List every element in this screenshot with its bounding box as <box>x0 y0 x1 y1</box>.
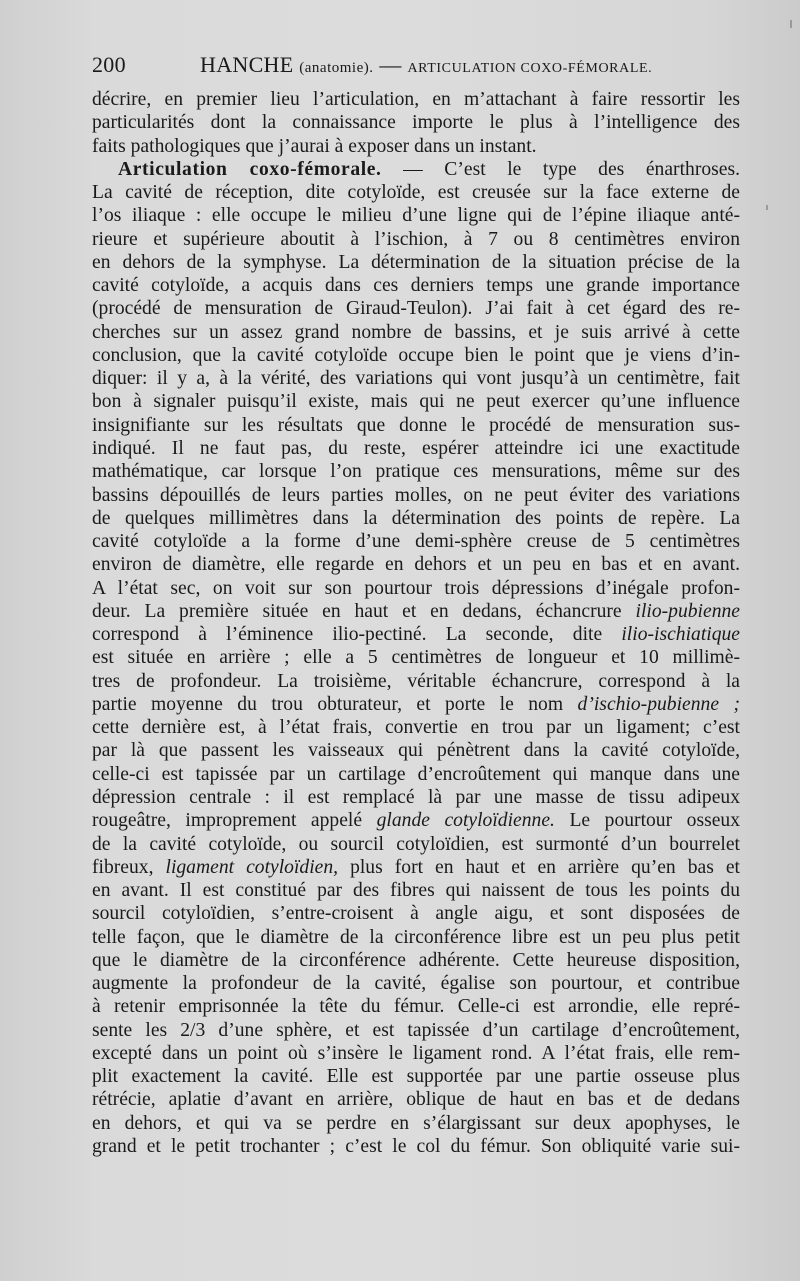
text-line: particularités dont la connaissance importe le plus à l’intelligence des <box>92 112 740 134</box>
text-line: (procédé de mensuration de Giraud-Teulon). J’ai fait à cet égard des re- <box>92 298 740 320</box>
body-text <box>92 88 740 1158</box>
text-line: bon à signaler puisqu’il existe, mais qui ne peut exercer qu’une influence <box>92 391 740 413</box>
text-line: indiqué. Il ne faut pas, du reste, espérer atteindre ici une exactitude <box>92 437 740 459</box>
section-heading: Articulation coxo-fémorale. <box>118 158 382 180</box>
text-line: cavité cotyloïde, a acquis dans ces derniers temps une grande importance <box>92 275 740 297</box>
text-line: telle façon, que le diamètre de la circonférence libre est un peu plus petit <box>92 926 740 948</box>
running-title <box>200 52 652 78</box>
title-paren: (anatomie). <box>299 60 374 76</box>
italic-term: ilio-pubienne <box>635 600 740 622</box>
text-line: augmente la profondeur de la cavité, égalise son pourtour, et contribue <box>92 973 740 995</box>
title-dash: — <box>379 52 402 77</box>
text-span: Le pourtour osseux <box>554 810 740 832</box>
page-speck <box>766 205 768 210</box>
italic-term: glande cotyloïdienne. <box>376 810 555 832</box>
title-section: ARTICULATION COXO-FÉMORALE. <box>407 61 653 76</box>
text-span: partie moyenne du trou obturateur, et porte le nom <box>92 693 578 715</box>
text-span: correspond à l’éminence ilio-pectiné. La seconde, dite <box>92 624 622 646</box>
text-line: sourcil cotyloïdien, s’entre-croisent à angle aigu, et sont disposées de <box>92 903 740 925</box>
text-line: est située en arrière ; elle a 5 centimètres de longueur et 10 millimè- <box>92 647 740 669</box>
italic-term: ilio-ischiatique <box>621 624 740 646</box>
text-line: de la cavité cotyloïde, ou sourcil cotyloïdien, est surmonté d’un bourrelet <box>92 833 740 855</box>
text-line: cette dernière est, à l’état frais, convertie en trou par un ligament; c’est <box>92 717 740 739</box>
section-heading-line <box>92 158 740 181</box>
text-span: fibreux, <box>92 856 166 878</box>
text-line: bassins dépouillés de leurs parties molles, on ne peut éviter des variations <box>92 484 740 506</box>
text-span: rougeâtre, improprement appelé <box>92 810 377 832</box>
italic-term: d’ischio-pubienne ; <box>577 693 740 715</box>
text-line: tres de profondeur. La troisième, véritable échancrure, correspond à la <box>92 670 740 692</box>
text-line: de quelques millimètres dans la détermination des points de repère. La <box>92 507 740 529</box>
text-line: que le diamètre de la circonférence adhérente. Cette heureuse disposition, <box>92 949 740 971</box>
text-line: cavité cotyloïde a la forme d’une demi-sphère creuse de 5 centimètres <box>92 531 740 553</box>
text-line <box>92 809 740 832</box>
text-line: dépression centrale : il est remplacé là par une masse de tissu adipeux <box>92 786 740 808</box>
text-line: à retenir emprisonnée la tête du fémur. Celle-ci est arrondie, elle repré- <box>92 996 740 1018</box>
text-line: cherches sur un assez grand nombre de bassins, et je suis arrivé à cette <box>92 321 740 343</box>
text-line: A l’état sec, on voit sur son pourtour trois dépressions d’inégale profon- <box>92 577 740 599</box>
section-heading-rest: — C’est le type des énarthroses. <box>381 158 740 180</box>
title-main: HANCHE <box>200 52 294 77</box>
text-line: excepté dans un point où s’insère le ligament rond. A l’état frais, elle rem- <box>92 1042 740 1064</box>
text-line: l’os iliaque : elle occupe le milieu d’une ligne qui de l’épine iliaque anté- <box>92 205 740 227</box>
text-line <box>92 600 740 623</box>
text-line: plit exactement la cavité. Elle est supportée par une partie osseuse plus <box>92 1066 740 1088</box>
text-line: en avant. Il est constitué par des fibres qui naissent de tous les points du <box>92 880 740 902</box>
text-line: celle-ci est tapissée par un cartilage d’encroûtement qui manque dans une <box>92 763 740 785</box>
text-line: La cavité de réception, dite cotyloïde, est creusée sur la face externe de <box>92 182 740 204</box>
text-line: mathématique, car lorsque l’on pratique ces mensurations, même sur des <box>92 461 740 483</box>
text-line: en dehors, et qui va se perdre en s’élargissant sur deux apophyses, le <box>92 1112 740 1134</box>
text-line: sente les 2/3 d’une sphère, et est tapissée d’un cartilage d’encroûtement, <box>92 1019 740 1041</box>
text-span: deur. La première située en haut et en dedans, échancrure <box>92 600 636 622</box>
running-header <box>92 52 742 82</box>
text-span: plus fort en haut et en arrière qu’en bas et <box>338 856 740 878</box>
text-line: faits pathologiques que j’aurai à exposer dans un instant. <box>92 135 537 157</box>
text-line: diquer: il y a, à la vérité, des variations qui vont jusqu’à un centimètre, fait <box>92 368 740 390</box>
text-line <box>92 623 740 646</box>
text-line: rétrécie, aplatie d’avant en arrière, oblique de haut en bas et de dedans <box>92 1089 740 1111</box>
page-speck <box>790 20 792 28</box>
text-line: rieure et supérieure aboutit à l’ischion, à 7 ou 8 centimètres environ <box>92 228 740 250</box>
text-line: conclusion, que la cavité cotyloïde occupe bien le point que je viens d’in- <box>92 344 740 366</box>
text-line <box>92 856 740 879</box>
text-line <box>92 693 740 716</box>
page-number: 200 <box>92 52 126 77</box>
text-line: environ de diamètre, elle regarde en dehors et un peu en bas et en avant. <box>92 554 740 576</box>
italic-term: ligament cotyloïdien, <box>165 856 339 878</box>
text-line: décrire, en premier lieu l’articulation, en m’attachant à faire ressortir les <box>92 89 740 110</box>
text-line: grand et le petit trochanter ; c’est le col du fémur. Son obliquité varie sui- <box>92 1135 740 1157</box>
text-line: en dehors de la symphyse. La détermination de la situation précise de la <box>92 251 740 273</box>
text-line: insignifiante sur les résultats que donne le procédé de mensuration sus- <box>92 414 740 436</box>
text-line: par là que passent les vaisseaux qui pénètrent dans la cavité cotyloïde, <box>92 740 740 762</box>
